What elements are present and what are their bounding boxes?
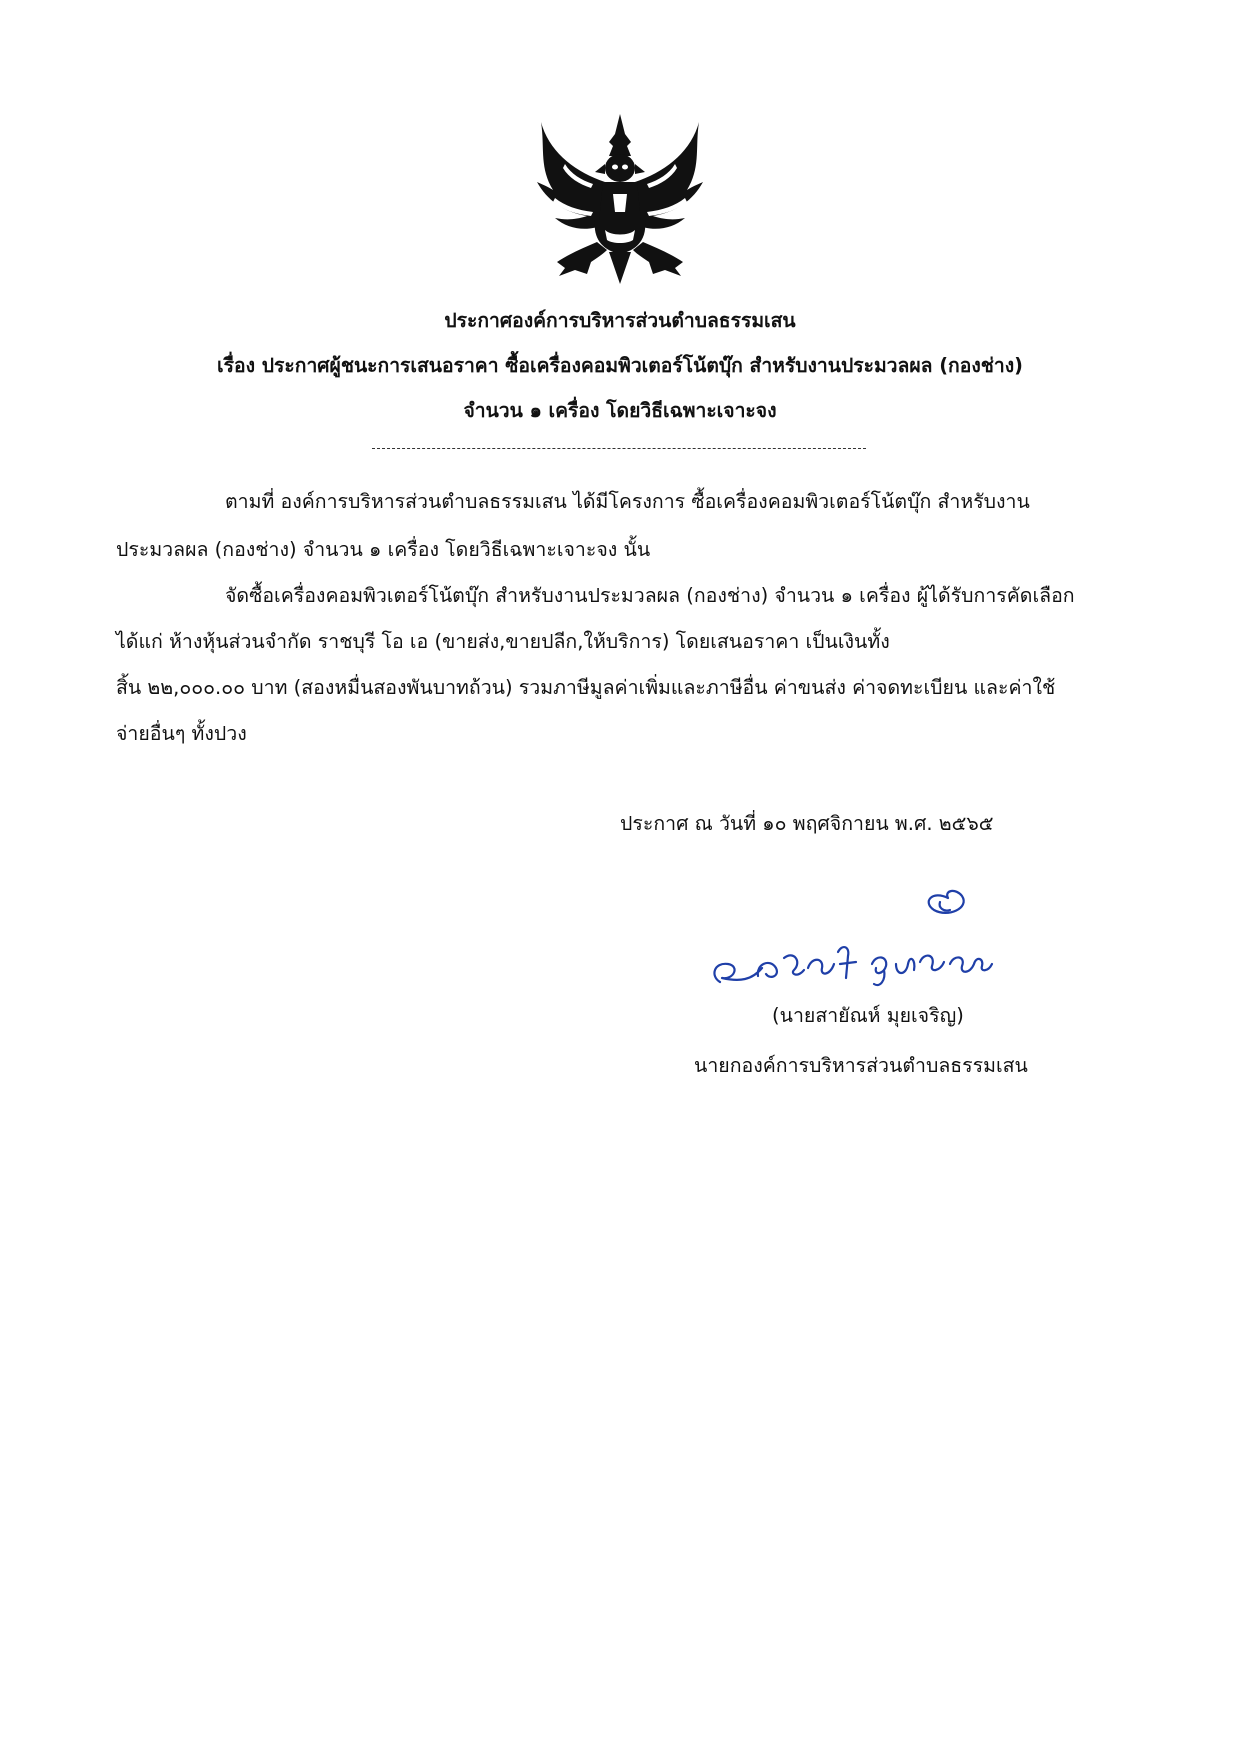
signer-title: นายกองค์การบริหารส่วนตำบลธรรมเสน [694,1054,1028,1077]
paragraph1-line1: ตามที่ องค์การบริหารส่วนตำบลธรรมเสน ได้มีโครงการ ซื้อเครื่องคอมพิวเตอร์โน้ตบุ๊ก สำหรับงาน [225,490,1030,513]
document-title: ประกาศองค์การบริหารส่วนตำบลธรรมเสน [444,309,796,332]
handwritten-signature [700,884,1020,994]
paragraph2-line4: จ่ายอื่นๆ ทั้งปวง [116,722,247,745]
document-subject: เรื่อง ประกาศผู้ชนะการเสนอราคา ซื้อเครื่องคอมพิวเตอร์โน้ตบุ๊ก สำหรับงานประมวลผล (กองช่าง) [217,354,1023,377]
signer-name: (นายสายัณห์ มุยเจริญ) [772,1004,964,1027]
garuda-emblem-icon [535,112,705,287]
paragraph2-line3: สิ้น ๒๒,๐๐๐.๐๐ บาท (สองหมื่นสองพันบาทถ้วน) รวมภาษีมูลค่าเพิ่มและภาษีอื่น ค่าขนส่ง ค่าจดทะเบียน และค่าใช้ [116,676,1056,699]
paragraph2-line1: จัดซื้อเครื่องคอมพิวเตอร์โน้ตบุ๊ก สำหรับงานประมวลผล (กองช่าง) จำนวน ๑ เครื่อง ผู้ได้รับการคัดเลือก [225,584,1075,607]
paragraph2-line2: ได้แก่ ห้างหุ้นส่วนจำกัด ราชบุรี โอ เอ (ขายส่ง,ขายปลีก,ให้บริการ) โดยเสนอราคา เป็นเงินทั้ง [116,630,890,653]
heading-divider [372,448,866,449]
announcement-date: ประกาศ ณ วันที่ ๑๐ พฤศจิกายน พ.ศ. ๒๕๖๕ [620,812,994,835]
document-subject-line2: จำนวน ๑ เครื่อง โดยวิธีเฉพาะเจาะจง [463,399,777,422]
paragraph1-line2: ประมวลผล (กองช่าง) จำนวน ๑ เครื่อง โดยวิธีเฉพาะเจาะจง นั้น [116,538,651,561]
